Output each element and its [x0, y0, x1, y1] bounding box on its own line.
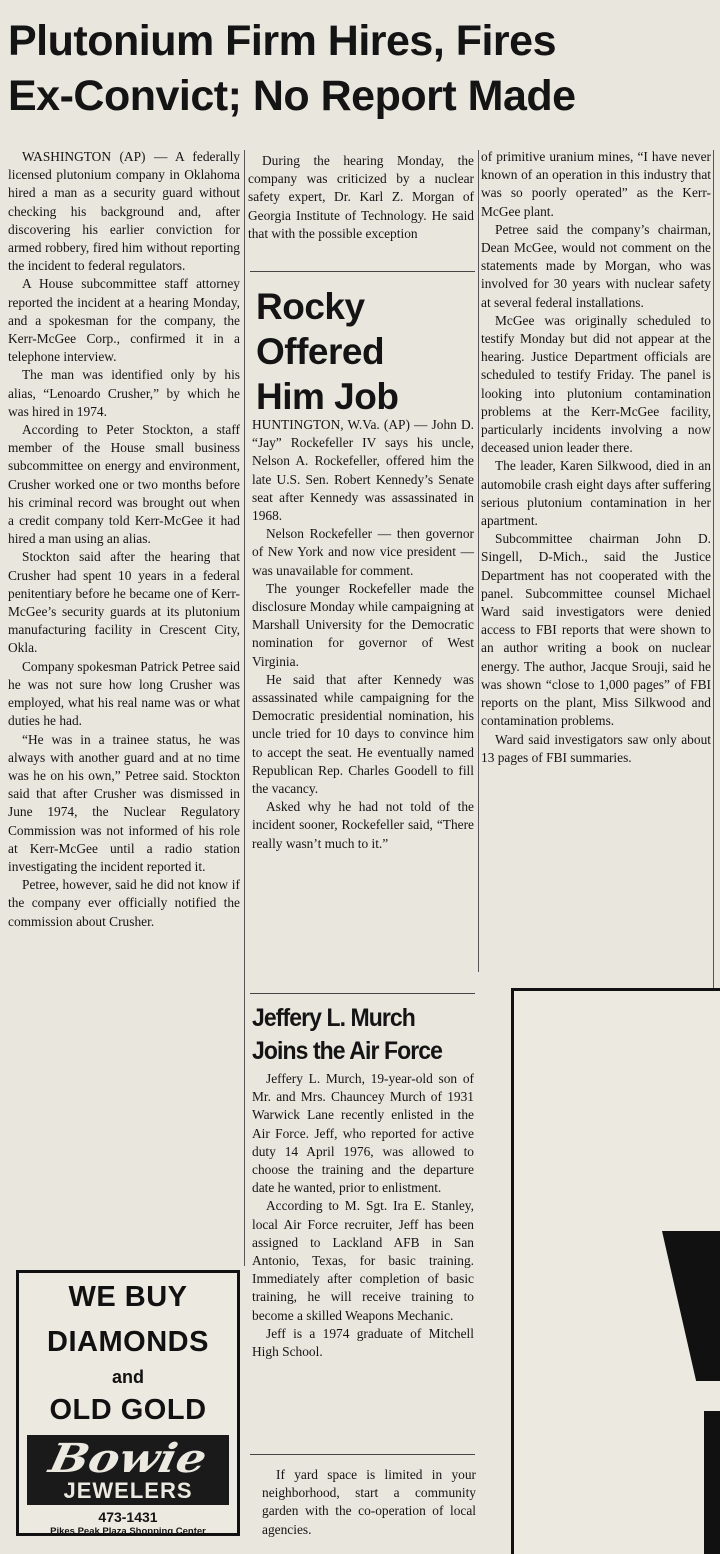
- paragraph: The leader, Karen Silkwood, died in an automobile crash eight days after suffering serious plutonium contamination in her apartment.: [481, 458, 711, 529]
- ad-phone-number: 473-1431: [98, 1509, 158, 1525]
- paragraph: During the hearing Monday, the company was criticized by a nuclear safety expert, Dr. Karl Z. Morgan of Georgia Institute of Technology. He said that with the possible exception: [248, 153, 474, 241]
- section-rule-3: [250, 1454, 475, 1455]
- murch-article-body: [252, 1070, 474, 1361]
- paragraph: Petree said the company’s chairman, Dean McGee, would not comment on the statements made by Morgan, who was involved for 30 years with nuclear safety at several federal installations.: [481, 221, 711, 310]
- paragraph: “He was in a trainee status, he was always with another guard and at no time was he on his own,” Petree said. Stockton said that after Crusher was dismissed in June 1974, the Nuclear Regulatory Commission was not informed of his role at Kerr-McGee until a radio station investigating the incident reported it.: [8, 731, 240, 874]
- paragraph: Stockton said after the hearing that Crusher had spent 10 years in a federal penitentiary before he became one of Kerr-McGee’s security guards at its plutonium manufacturing facility in Crescent City, Okla.: [8, 549, 240, 656]
- paragraph: The man was identified only by his alias, “Lenoardo Crusher,” by which he was hired in 1974.: [8, 367, 240, 419]
- ad-line-diamonds: DIAMONDS: [47, 1326, 209, 1358]
- rocky-headline-line: Offered: [256, 331, 385, 372]
- paragraph: Jeff is a 1974 graduate of Mitchell High School.: [252, 1325, 474, 1360]
- murch-headline-line: Jeffery L. Murch: [252, 1004, 415, 1032]
- paragraph: Jeffery L. Murch, 19-year-old son of Mr. and Mrs. Chauncey Murch of 1931 Warwick Lane recently enlisted in the Air Force. Jeff, who reported for active duty 14 April 1976, was allowed to choose the training and the departure date he wanted, prior to enlistment.: [252, 1071, 474, 1196]
- main-article-column-3: [481, 148, 711, 767]
- rocky-headline-line: Rocky: [256, 286, 365, 327]
- ad-line-we-buy: WE BUY: [68, 1281, 188, 1313]
- ad-location: Pikes Peak Plaza Shopping Center: [50, 1526, 206, 1537]
- column-rule-1: [244, 150, 245, 1266]
- headline-line-1: Plutonium Firm Hires, Fires: [8, 17, 556, 65]
- section-rule-2: [250, 993, 475, 994]
- paragraph: According to Peter Stockton, a staff member of the House small business subcommittee on energy and environment, Crusher worked one or two months before his criminal record was brought out when a credit company told Kerr-McGee it had hired a man using an alias.: [8, 422, 240, 547]
- paragraph: Nelson Rockefeller — then governor of New York and now vice president — was unavailable for comment.: [252, 526, 474, 578]
- rocky-article-body: [252, 416, 474, 853]
- paragraph: of primitive uranium mines, “I have never known of an operation in this industry that was so poorly operated” as the Kerr-McGee plant.: [481, 149, 711, 219]
- paragraph: McGee was originally scheduled to testify Monday but did not appear at the hearing. Justice Department officials are scheduled to testify Friday. The panel is looking into plutonium contamination problems at the Kerr-McGee facility, particularly incidents involving a now deceased union leader there.: [481, 312, 711, 456]
- column-rule-3: [713, 150, 714, 996]
- headline-line-2: Ex-Convict; No Report Made: [8, 72, 576, 120]
- paragraph: Company spokesman Patrick Petree said he was not sure how long Crusher was employed, what his real name was or what duties he had.: [8, 658, 240, 729]
- murch-headline-line: Joins the Air Force: [252, 1037, 442, 1065]
- paragraph: The younger Rockefeller made the disclosure Monday while campaigning at Marshall University for the Democratic nomination for governor of West Virginia.: [252, 580, 474, 669]
- paragraph: A House subcommittee staff attorney reported the incident at a hearing Monday, and a spokesman for the company, the Kerr-McGee Corp., confirmed it in a telephone interview.: [8, 276, 240, 365]
- large-letter-fragment: [662, 1231, 720, 1381]
- paragraph: According to M. Sgt. Ira E. Stanley, local Air Force recruiter, Jeff has been assigned to Lackland AFB in San Antonio, Texas, for basic training. Immediately after completion of basic training, he will receive training to become a skilled Weapons Mechanic.: [252, 1198, 474, 1323]
- murch-headline: [252, 1002, 458, 1068]
- paragraph: HUNTINGTON, W.Va. (AP) — John D. “Jay” Rockefeller IV says his uncle, Nelson A. Rockefeller, offered him the late U.S. Sen. Robert Kennedy’s Senate seat after Kennedy was assassinated in 1968.: [252, 417, 474, 524]
- column-rule-2: [478, 150, 479, 972]
- paragraph: Subcommittee chairman John D. Singell, D-Mich., said the Justice Department has not cooperated with the panel. Subcommittee counsel Michael Ward said investigators were denied access to FBI reports that were shown to an author writing a book on nuclear energy. The author, Jacque Srouji, said he was shown “close to 1,000 pages” of FBI reports on the plant, Miss Silkwood and contamination problems.: [481, 531, 711, 729]
- garden-filler: [262, 1466, 476, 1539]
- adjacent-ad-box: [511, 988, 720, 1554]
- rocky-headline-line: Him Job: [256, 376, 399, 417]
- paragraph: If yard space is limited in your neighborhood, start a community garden with the co-operation of local agencies.: [262, 1467, 476, 1537]
- paragraph: Asked why he had not told of the incident sooner, Rockefeller said, “There really wasn’t much to it.”: [252, 799, 474, 851]
- large-letter-stroke: [704, 1411, 720, 1554]
- paragraph: Petree, however, said he did not know if the company ever officially notified the commission about Crusher.: [8, 877, 240, 929]
- rocky-headline: [256, 284, 476, 419]
- main-headline: [8, 14, 708, 124]
- paragraph: WASHINGTON (AP) — A federally licensed plutonium company in Oklahoma hired a man as a security guard without checking his background and, after discovering his earlier conviction for armed robbery, fired him without reporting the incident to federal regulators.: [8, 149, 240, 274]
- section-rule-1: [250, 271, 475, 272]
- logo-subtitle: JEWELERS: [63, 1478, 193, 1503]
- paragraph: He said that after Kennedy was assassinated while campaigning for the Democratic presidential nomination, his uncle tried for 10 days to convince him to accept the seat. He eventually named Republican Rep. Charles Goodell to fill the vacancy.: [252, 671, 474, 797]
- ad-line-and: and: [111, 1367, 144, 1387]
- logo-brand: Bowie: [45, 1435, 212, 1482]
- main-article-column-1: [8, 148, 240, 931]
- ad-line-old-gold: OLD GOLD: [49, 1394, 207, 1426]
- paragraph: Ward said investigators saw only about 13 pages of FBI summaries.: [481, 731, 711, 765]
- bowie-jewelers-logo: [27, 1435, 229, 1505]
- jewelers-advertisement: [16, 1270, 240, 1536]
- main-article-column-2: [248, 152, 474, 243]
